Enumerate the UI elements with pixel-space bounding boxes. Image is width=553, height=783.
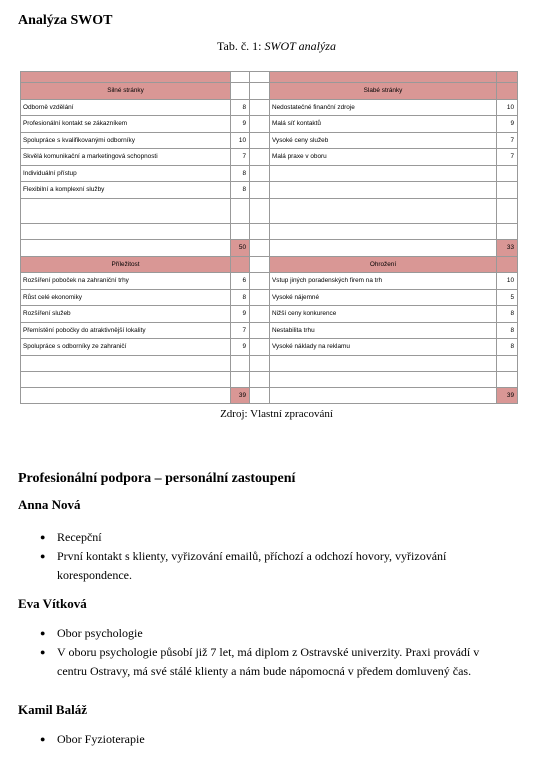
cell [21, 223, 231, 240]
cell [270, 223, 497, 240]
table-row [21, 116, 518, 133]
caption-prefix: Tab. č. 1: [217, 39, 265, 53]
opportunity-score: 7 [231, 322, 250, 339]
cell [250, 182, 270, 199]
cell [270, 371, 497, 387]
weakness-label: Malá praxe v oboru [270, 149, 497, 166]
cell [250, 289, 270, 306]
swot-top-spacer [21, 72, 518, 83]
cell [250, 256, 270, 273]
cell [231, 371, 250, 387]
list-item [40, 730, 510, 749]
cell [497, 198, 518, 223]
threat-label: Vysoké náklady na reklamu [270, 339, 497, 356]
bullet-icon: ● [40, 551, 46, 561]
cell [270, 240, 497, 257]
person-name: Anna Nová [18, 497, 81, 512]
cell [250, 273, 270, 290]
cell [497, 223, 518, 240]
swot-header-row-2 [21, 256, 518, 273]
threats-header: Ohrožení [270, 256, 497, 273]
weakness-score: 9 [497, 116, 518, 133]
strength-score: 8 [231, 165, 250, 182]
table-row [21, 198, 518, 223]
opportunity-score: 6 [231, 273, 250, 290]
threat-label: Nestabilita trhu [270, 322, 497, 339]
cell [250, 387, 270, 404]
opportunity-label: Růst celé ekonomiky [21, 289, 231, 306]
cell [231, 83, 250, 100]
weaknesses-header: Slabé stránky [270, 83, 497, 100]
table-row [21, 273, 518, 290]
cell [497, 371, 518, 387]
weakness-label: Malá síť kontaktů [270, 116, 497, 133]
cell [250, 83, 270, 100]
strength-score: 9 [231, 116, 250, 133]
list-item-text: V oboru psychologie působí již 7 let, má diplom z Ostravské univerzity. Praxi provádí v centru Ostravy, má své stálé klienty a nám bude nápomocná v předem domluvený čas. [57, 645, 480, 678]
weakness-label: Vysoké ceny služeb [270, 132, 497, 149]
opportunity-label: Rozšíření služeb [21, 306, 231, 323]
weakness-score: 7 [497, 132, 518, 149]
weakness-score: 7 [497, 149, 518, 166]
table-row [21, 149, 518, 166]
table-row [21, 99, 518, 116]
cell [270, 165, 497, 182]
table-source: Zdroj: Vlastní zpracování [220, 408, 333, 420]
opportunity-label: Přemístění pobočky do atraktivnější lokality [21, 322, 231, 339]
opportunity-score: 9 [231, 306, 250, 323]
threat-score: 5 [497, 289, 518, 306]
cell [250, 198, 270, 223]
strength-label: Skvělá komunikační a marketingová schopnosti [21, 149, 231, 166]
opportunities-header: Příležitost [21, 256, 231, 273]
threat-label: Vstup jiných poradenských firem na trh [270, 273, 497, 290]
person-items [40, 624, 510, 681]
section-title: Profesionální podpora – personální zastoupení [18, 471, 296, 486]
total-row-2 [21, 387, 518, 404]
cell [250, 223, 270, 240]
opportunities-total: 39 [231, 387, 250, 404]
table-row [21, 322, 518, 339]
cell [250, 240, 270, 257]
bullet-icon: ● [40, 734, 46, 744]
cell [497, 256, 518, 273]
table-row [21, 289, 518, 306]
cell [250, 72, 270, 83]
cell [250, 165, 270, 182]
cell [270, 198, 497, 223]
strength-label: Profesionální kontakt se zákazníkem [21, 116, 231, 133]
cell [250, 99, 270, 116]
cell [231, 355, 250, 371]
strength-score: 10 [231, 132, 250, 149]
table-row [21, 306, 518, 323]
opportunity-score: 8 [231, 289, 250, 306]
table-row [21, 355, 518, 371]
person-name: Eva Vítková [18, 596, 87, 611]
table-row [21, 339, 518, 356]
person-items [40, 730, 510, 749]
table-row [21, 223, 518, 240]
list-item [40, 643, 510, 681]
total-row-1 [21, 240, 518, 257]
threat-score: 10 [497, 273, 518, 290]
list-item [40, 528, 510, 547]
swot-table [20, 71, 518, 404]
cell [497, 72, 518, 83]
opportunity-label: Spolupráce s odborníky ze zahraničí [21, 339, 231, 356]
cell [21, 371, 231, 387]
table-row [21, 165, 518, 182]
cell [21, 355, 231, 371]
table-caption [0, 39, 553, 54]
cell [250, 306, 270, 323]
list-item-text: Obor Fyzioterapie [57, 732, 145, 746]
list-item-text: První kontakt s klienty, vyřizování emailů, příchozí a odchozí hovory, vyřizování korespondence. [57, 549, 447, 582]
cell [497, 355, 518, 371]
list-item [40, 624, 510, 643]
bullet-icon: ● [40, 628, 46, 638]
cell [250, 339, 270, 356]
cell [250, 371, 270, 387]
list-item-text: Obor psychologie [57, 626, 143, 640]
cell [231, 198, 250, 223]
strength-label: Odborně vzdělání [21, 99, 231, 116]
strength-score: 8 [231, 182, 250, 199]
threat-label: Vysoké nájemné [270, 289, 497, 306]
threats-total: 39 [497, 387, 518, 404]
cell [231, 223, 250, 240]
weakness-score: 10 [497, 99, 518, 116]
list-item [40, 547, 510, 585]
strengths-header: Silné stránky [21, 83, 231, 100]
weakness-label: Nedostatečné finanční zdroje [270, 99, 497, 116]
cell [250, 116, 270, 133]
table-row [21, 132, 518, 149]
strength-score: 8 [231, 99, 250, 116]
cell [270, 72, 497, 83]
cell [270, 387, 497, 404]
opportunity-score: 9 [231, 339, 250, 356]
cell [250, 322, 270, 339]
cell [21, 72, 231, 83]
threat-score: 8 [497, 306, 518, 323]
strength-label: Spolupráce s kvalifikovanými odborníky [21, 132, 231, 149]
cell [497, 165, 518, 182]
cell [21, 240, 231, 257]
bullet-icon: ● [40, 532, 46, 542]
strength-score: 7 [231, 149, 250, 166]
threat-score: 8 [497, 322, 518, 339]
weaknesses-total: 33 [497, 240, 518, 257]
threat-label: Nižší ceny konkurence [270, 306, 497, 323]
person-items [40, 528, 510, 585]
cell [231, 256, 250, 273]
threat-score: 8 [497, 339, 518, 356]
opportunity-label: Rozšíření poboček na zahraniční trhy [21, 273, 231, 290]
bullet-icon: ● [40, 647, 46, 657]
page-title: Analýza SWOT [18, 13, 113, 28]
cell [250, 355, 270, 371]
strength-label: Individuální přístup [21, 165, 231, 182]
swot-header-row-1 [21, 83, 518, 100]
cell [270, 355, 497, 371]
strengths-total: 50 [231, 240, 250, 257]
cell [21, 387, 231, 404]
cell [231, 72, 250, 83]
table-row [21, 182, 518, 199]
person-name: Kamil Baláž [18, 702, 87, 717]
cell [270, 182, 497, 199]
list-item-text: Recepční [57, 530, 102, 544]
table-row [21, 371, 518, 387]
cell [21, 198, 231, 223]
cell [497, 182, 518, 199]
cell [497, 83, 518, 100]
cell [250, 149, 270, 166]
caption-italic: SWOT analýza [264, 39, 336, 53]
cell [250, 132, 270, 149]
strength-label: Flexibilní a komplexní služby [21, 182, 231, 199]
